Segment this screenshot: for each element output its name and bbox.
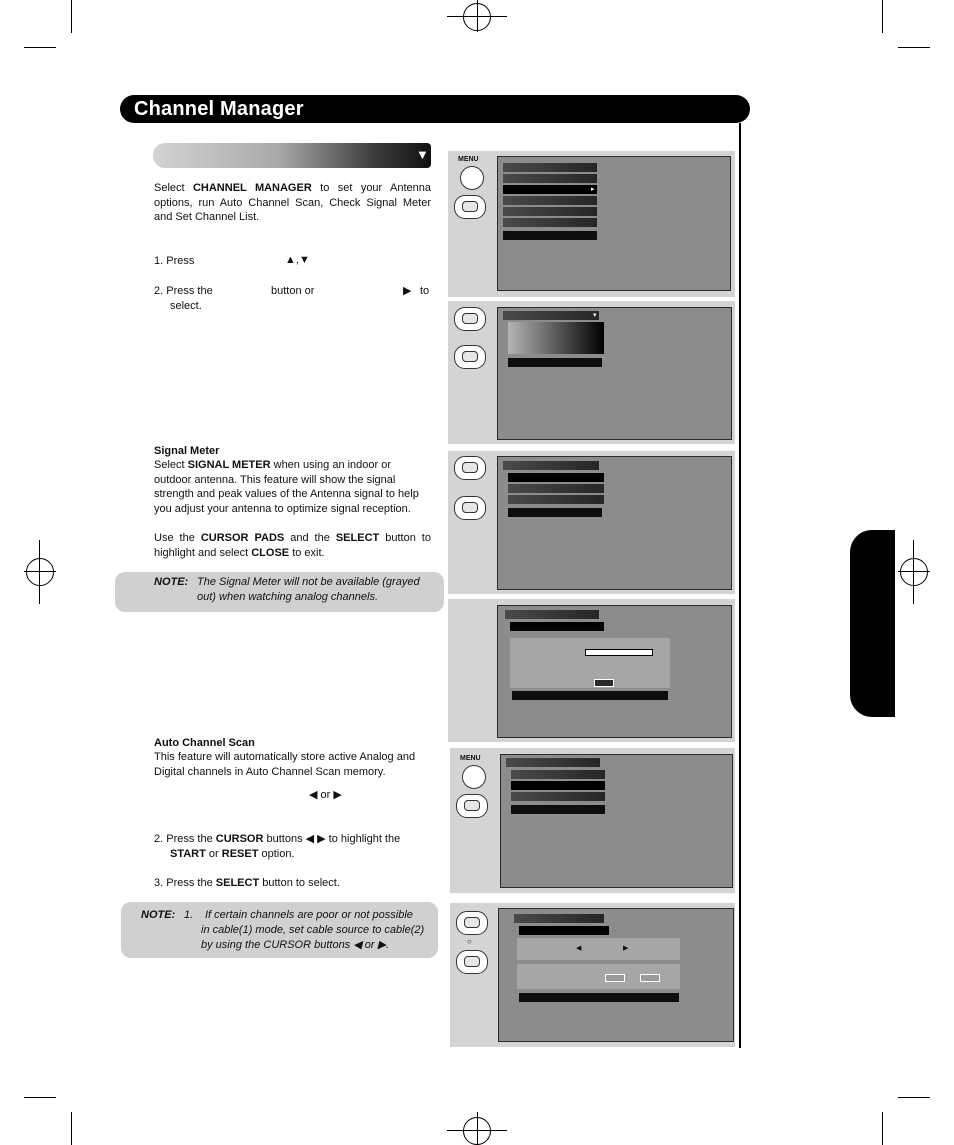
note-line: The Signal Meter will not be available (grayed <box>197 576 420 588</box>
page-title: Channel Manager <box>134 98 304 120</box>
crop-mark <box>24 1097 56 1098</box>
crop-mark <box>24 47 56 48</box>
signal-meter-heading: Signal Meter <box>154 445 220 457</box>
select-button[interactable] <box>456 911 488 935</box>
side-tab <box>850 530 895 717</box>
section-bar <box>153 143 431 168</box>
menu-title <box>505 610 599 619</box>
down-arrow-icon: ▾ <box>593 312 597 319</box>
menu-item <box>508 495 604 504</box>
menu-footer <box>519 993 679 1002</box>
crop-mark <box>882 1112 883 1145</box>
right-arrow-icon: ▶ <box>403 285 412 297</box>
left-right-arrows-icon: ◀ or ▶ <box>309 789 342 801</box>
signal-meter-dialog <box>510 638 670 688</box>
reset-button[interactable] <box>640 974 660 982</box>
menu-item <box>503 207 597 216</box>
menu-item-selected <box>511 781 605 790</box>
select-button[interactable] <box>454 456 486 480</box>
step1-text: 1. Press <box>154 255 195 267</box>
step2-button-text: button or <box>271 285 315 297</box>
menu-label: MENU <box>460 755 481 762</box>
menu-title <box>503 311 599 320</box>
step2-to: to <box>420 285 430 297</box>
menu-footer <box>511 805 605 814</box>
cursor-button[interactable] <box>454 496 486 520</box>
menu-item <box>503 163 597 172</box>
auto-scan-heading: Auto Channel Scan <box>154 737 255 749</box>
note-label: NOTE: <box>154 576 189 588</box>
crop-mark <box>882 0 883 33</box>
intro-paragraph: Select CHANNEL MANAGER to set your Antenna options, run Auto Channel Scan, Check Signal Meter and Set Channel List. <box>154 182 431 223</box>
select-button[interactable] <box>454 195 486 219</box>
menu-item <box>503 174 597 183</box>
menu-item-selected <box>508 473 604 482</box>
submenu <box>508 322 604 354</box>
menu-footer <box>503 231 597 240</box>
menu-item <box>503 218 597 227</box>
menu-label: MENU <box>458 156 479 163</box>
menu-footer <box>508 358 602 367</box>
menu-title <box>503 461 599 470</box>
menu-item-selected <box>503 185 597 194</box>
menu-footer <box>508 508 602 517</box>
step2-select: select. <box>170 300 202 312</box>
signal-meter-paragraph: Select SIGNAL METER when using an indoor or outdoor antenna. This feature will show the signal strength and peak values of the Antenna signal to help you adjust your antenna to optimize signal reception. <box>154 459 419 515</box>
menu-item <box>508 484 604 493</box>
select-button[interactable] <box>454 307 486 331</box>
auto-scan-paragraph: This feature will automatically store active Analog and Digital channels in Auto Channel Scan memory. <box>154 751 416 778</box>
signal-meter-instructions: Use the CURSOR PADS and the SELECT button to highlight and select CLOSE to exit. <box>154 532 431 559</box>
menu-item-selected <box>510 622 604 631</box>
note-line: If certain channels are poor or not possible <box>205 909 413 921</box>
right-arrow-icon: ▶ <box>623 945 629 952</box>
crop-mark <box>898 1097 930 1098</box>
note-label: NOTE: <box>141 909 176 921</box>
circle-icon: ○ <box>467 937 472 946</box>
right-arrow-icon: ▸ <box>591 186 595 193</box>
menu-footer <box>512 691 668 700</box>
menu-button[interactable] <box>462 765 486 789</box>
menu-item <box>511 792 605 801</box>
menu-item-selected <box>519 926 609 935</box>
cursor-button[interactable] <box>456 950 488 974</box>
start-button[interactable] <box>605 974 625 982</box>
note-line: by using the CURSOR buttons ◀ or ▶. <box>201 939 390 951</box>
menu-item <box>511 770 605 779</box>
column-divider <box>739 123 741 1048</box>
step2-text: 2. Press the <box>154 285 213 297</box>
cable-source-row <box>517 938 680 960</box>
select-button[interactable] <box>456 794 488 818</box>
menu-button[interactable] <box>460 166 484 190</box>
signal-strength-bar <box>585 649 653 656</box>
left-arrow-icon: ◀ <box>576 945 582 952</box>
up-down-arrows-icon: ▲,▼ <box>285 254 310 266</box>
auto-scan-step2: 2. Press the CURSOR buttons ◀ ▶ to highlight the <box>154 833 401 845</box>
crop-mark <box>71 1112 72 1145</box>
crop-mark <box>71 0 72 33</box>
note-line: in cable(1) mode, set cable source to cable(2) <box>201 924 425 936</box>
auto-scan-step2-line2: START or RESET option. <box>170 848 295 860</box>
close-button[interactable] <box>594 679 614 687</box>
menu-title <box>514 914 604 923</box>
cursor-button[interactable] <box>454 345 486 369</box>
menu-title <box>506 758 600 767</box>
menu-item <box>503 196 597 205</box>
auto-scan-step3: 3. Press the SELECT button to select. <box>154 877 340 889</box>
down-arrow-icon: ▼ <box>416 147 429 162</box>
crop-mark <box>898 47 930 48</box>
note-line: out) when watching analog channels. <box>197 591 379 603</box>
note-number: 1. <box>184 909 194 921</box>
